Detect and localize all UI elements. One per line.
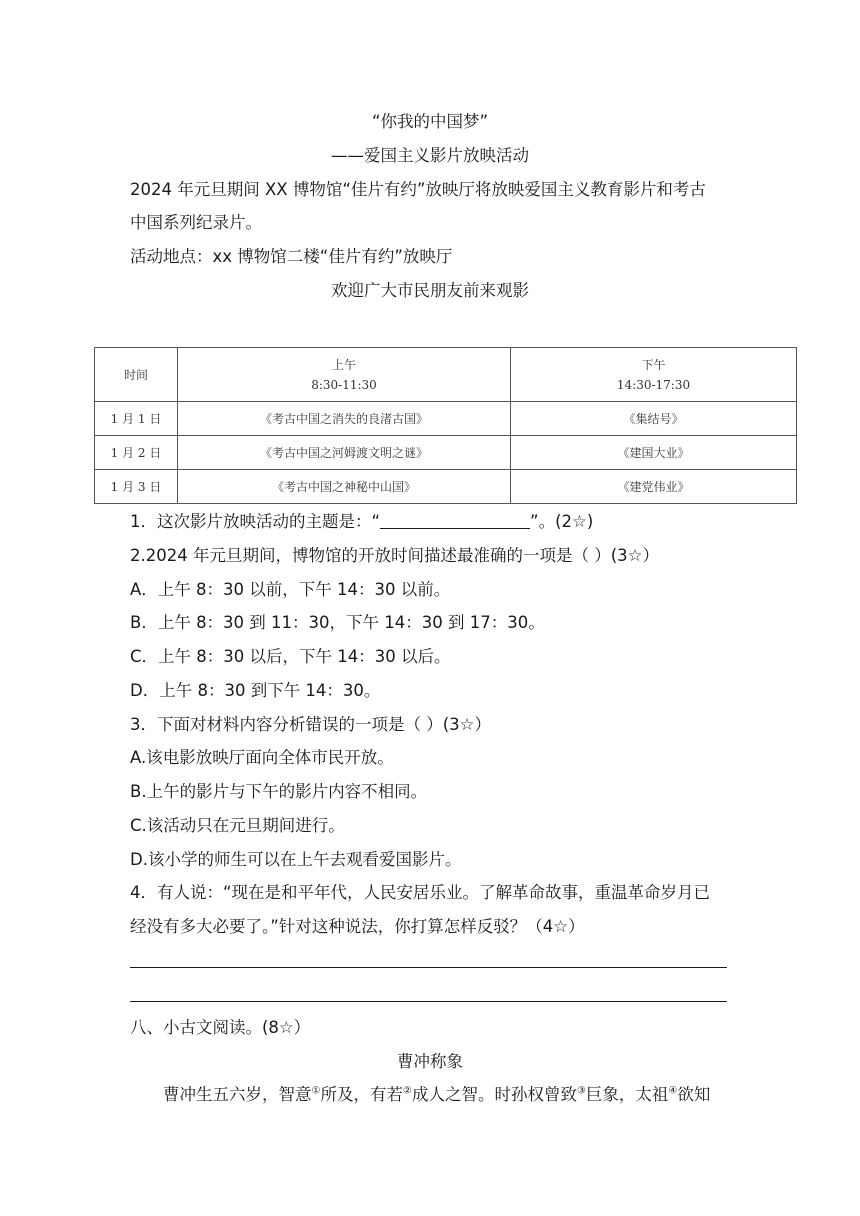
row-afternoon-film: 《建党伟业》 [511, 470, 797, 504]
header-time-label: 时间 [123, 368, 148, 382]
table-row [95, 470, 797, 504]
question-3-option-a[interactable]: A.该电影放映厅面向全体市民开放。 [130, 748, 394, 767]
row-afternoon-film: 《建国大业》 [511, 436, 797, 470]
footnote-marker: ③ [576, 1085, 586, 1097]
answer-line-1[interactable] [130, 967, 727, 968]
question-2-option-b[interactable]: B．上午 8：30 到 11：30，下午 14：30 到 17：30。 [130, 613, 545, 632]
row-date: 1 月 2 日 [95, 436, 178, 470]
location-text: 活动地点：xx 博物馆二楼“佳片有约”放映厅 [130, 247, 453, 266]
header-morning-time: 8:30-11:30 [311, 377, 377, 392]
header-morning [178, 348, 511, 402]
doc-subtitle: ——爱国主义影片放映活动 [331, 146, 529, 165]
row-morning-film: 《考古中国之河姆渡文明之谜》 [178, 436, 511, 470]
header-afternoon [511, 348, 797, 402]
intro-line-1: 2024 年元旦期间 XX 博物馆“佳片有约”放映厅将放映爱国主义教育影片和考古 [130, 180, 706, 199]
question-2-stem: 2.2024 年元旦期间，博物馆的开放时间描述最准确的一项是（ ）(3☆） [130, 546, 659, 565]
question-1 [130, 511, 593, 533]
passage-line-1 [163, 1084, 710, 1106]
question-1-stem: 1．这次影片放映活动的主题是：“ [130, 512, 381, 531]
answer-line-2[interactable] [130, 1001, 727, 1002]
question-3-option-b[interactable]: B.上午的影片与下午的影片内容不相同。 [130, 782, 428, 801]
row-date: 1 月 3 日 [95, 470, 178, 504]
table-header-row [95, 348, 797, 402]
table-row [95, 436, 797, 470]
passage-text: 成人之智。时孙权曾致 [411, 1085, 577, 1104]
question-4-line-2: 经没有多大必要了。”针对这种说法，你打算怎样反驳？（4☆） [130, 917, 585, 936]
schedule-table [94, 347, 797, 504]
header-afternoon-label: 下午 [641, 357, 666, 372]
passage-text: 曹冲生五六岁，智意 [163, 1085, 312, 1104]
section-8-heading: 八、小古文阅读。(8☆） [130, 1018, 311, 1037]
question-2-option-c[interactable]: C．上午 8：30 以后，下午 14：30 以后。 [130, 647, 451, 666]
question-2-option-d[interactable]: D．上午 8：30 到下午 14：30。 [130, 681, 381, 700]
header-morning-label: 上午 [331, 357, 356, 372]
intro-line-2: 中国系列纪录片。 [130, 213, 262, 232]
footnote-marker: ④ [668, 1085, 678, 1097]
row-date: 1 月 1 日 [95, 402, 178, 436]
row-morning-film: 《考古中国之消失的良渚古国》 [178, 402, 511, 436]
row-afternoon-film: 《集结号》 [511, 402, 797, 436]
welcome-text: 欢迎广大市民朋友前来观影 [331, 281, 529, 300]
footnote-marker: ② [402, 1085, 412, 1097]
passage-text: 所及，有若 [320, 1085, 403, 1104]
header-afternoon-time: 14:30-17:30 [616, 377, 691, 392]
row-morning-film: 《考古中国之神秘中山国》 [178, 470, 511, 504]
footnote-marker: ① [311, 1085, 321, 1097]
passage-title: 曹冲称象 [397, 1052, 463, 1071]
header-time [95, 348, 178, 402]
passage-text: 欲知 [677, 1085, 711, 1104]
question-4-line-1: 4．有人说：“现在是和平年代，人民安居乐业。了解革命故事，重温革命岁月已 [130, 883, 711, 902]
question-1-answer-blank[interactable] [380, 512, 530, 529]
question-3-option-d[interactable]: D.该小学的师生可以在上午去观看爱国影片。 [130, 850, 462, 869]
question-2-option-a[interactable]: A．上午 8：30 以前，下午 14：30 以前。 [130, 580, 451, 599]
question-3-stem: 3．下面对材料内容分析错误的一项是（ ）(3☆） [130, 715, 491, 734]
doc-title: “你我的中国梦” [371, 112, 489, 131]
question-3-option-c[interactable]: C.该活动只在元旦期间进行。 [130, 816, 345, 835]
table-row [95, 402, 797, 436]
question-1-points: ”。(2☆) [530, 512, 594, 531]
passage-text: 巨象，太祖 [585, 1085, 669, 1104]
